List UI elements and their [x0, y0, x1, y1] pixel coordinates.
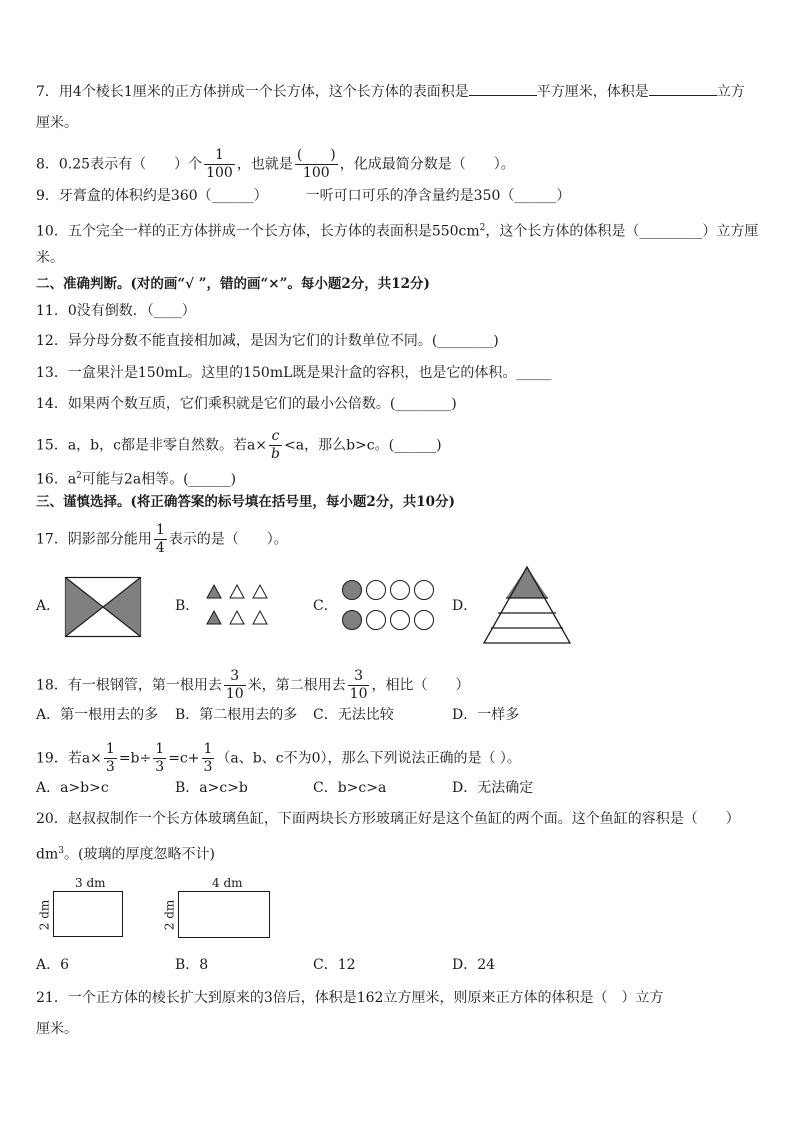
question-10: 10．五个完全一样的正方体拼成一个长方体，长方体的表面积是$550cm^2$，这个长方体的体积是（_________）立方厘 — [36, 223, 759, 240]
glass-rect-2 — [178, 891, 270, 938]
question-8: 8．0.25表示有（ ）个 $\frac{1}{100}$ ，也就是 $\frac{( )}{100}$ ，化成最简分数是（ ）。 — [36, 147, 515, 181]
question-11: 11．0没有倒数．（____） — [36, 303, 196, 319]
option-a-figure — [65, 577, 141, 637]
q18-option-c[interactable]: C．无法比较 — [313, 707, 394, 723]
answer-blank[interactable] — [649, 81, 717, 96]
q20-option-b[interactable]: B．8 — [175, 957, 209, 973]
fraction: $\frac{3}{10}$ — [225, 668, 244, 702]
question-13: 13．一盒果汁是150mL。这里的150mL既是果汁盒的容积，也是它的体积。_____ — [36, 365, 552, 381]
rect1-height-label: 2 dm — [37, 899, 52, 931]
answer-blank[interactable] — [469, 81, 537, 96]
section-2-heading: 二、准确判断。(对的画“√ ”，错的画“×”。每小题2分，共12分) — [36, 276, 430, 292]
fraction: $\frac{3}{10}$ — [349, 668, 368, 702]
question-17: 17．阴影部分能用 $\frac{1}{4}$ 表示的是（ ）。 — [36, 522, 288, 556]
question-10-line2: 米。 — [36, 250, 64, 266]
q20-option-d[interactable]: D．24 — [452, 957, 496, 973]
fraction-blank[interactable]: $\frac{( )}{100}$ — [296, 147, 336, 181]
question-21-line2: 厘米。 — [36, 1021, 78, 1037]
q18-option-b[interactable]: B．第二根用去的多 — [175, 707, 298, 723]
rect1-width-label: 3 dm — [75, 876, 106, 890]
q20-option-a[interactable]: A．6 — [36, 957, 70, 973]
question-14: 14．如果两个数互质，它们乘积就是它们的最小公倍数。(________) — [36, 396, 457, 412]
question-20-line2: $dm^3$。(玻璃的厚度忽略不计) — [36, 846, 215, 863]
glass-rect-1 — [53, 891, 123, 937]
rect2-width-label: 4 dm — [212, 876, 243, 890]
question-12: 12．异分母分数不能直接相加减，是因为它们的计数单位不同。(________) — [36, 333, 499, 349]
q19-option-d[interactable]: D．无法确定 — [452, 780, 534, 796]
fraction: $\frac{1}{3}$ — [203, 741, 213, 775]
question-16: 16．$a^2$可能与2a相等。(______) — [36, 471, 237, 488]
fraction: $\frac{1}{4}$ — [155, 522, 165, 556]
q19-option-b[interactable]: B．a>c>b — [175, 780, 248, 796]
option-c[interactable]: C． — [313, 598, 338, 614]
option-a[interactable]: A． — [36, 598, 61, 614]
q19-option-c[interactable]: C．b>c>a — [313, 780, 387, 796]
q18-option-a[interactable]: A．第一根用去的多 — [36, 707, 159, 723]
question-9: 9．牙膏盒的体积约是360（______） 一听可口可乐的净含量约是350（______） — [36, 188, 571, 204]
q20-option-c[interactable]: C．12 — [313, 957, 356, 973]
option-b-figure — [206, 584, 270, 626]
option-d[interactable]: D． — [452, 598, 478, 614]
question-20: 20．赵叔叔制作一个长方体玻璃鱼缸，下面两块长方形玻璃正好是这个鱼缸的两个面。这个鱼缸的容积是（ ） — [36, 811, 740, 827]
option-d-figure — [483, 566, 571, 644]
option-c-figure — [341, 579, 437, 631]
question-21: 21．一个正方体的棱长扩大到原来的3倍后，体积是162立方厘米，则原来正方体的体积是（ ）立方 — [36, 990, 664, 1006]
question-19: 19．若a× $\frac{1}{3}$ =b÷ $\frac{1}{3}$ =c+ $\frac{1}{3}$ （a、b、c不为0），那么下列说法正确的是（ ）。 — [36, 741, 521, 775]
question-7-line2: 厘米。 — [36, 115, 78, 131]
fraction: $\frac{1}{3}$ — [105, 741, 115, 775]
option-b[interactable]: B． — [175, 598, 200, 614]
fraction: $\frac{1}{100}$ — [206, 147, 233, 181]
rect2-height-label: 2 dm — [162, 899, 177, 931]
section-3-heading: 三、谨慎选择。(将正确答案的标号填在括号里，每小题2分，共10分) — [36, 494, 455, 510]
question-15: 15．a，b，c都是非零自然数。若a× $\frac{c}{b}$ <a，那么b>c。(______) — [36, 428, 442, 462]
q19-option-a[interactable]: A．a>b>c — [36, 780, 109, 796]
question-7: 7．用4个棱长1厘米的正方体拼成一个长方体，这个长方体的表面积是 平方厘米，体积是 立方 — [36, 81, 745, 102]
fraction: $\frac{c}{b}$ — [271, 428, 281, 462]
q18-option-d[interactable]: D．一样多 — [452, 707, 520, 723]
fraction: $\frac{1}{3}$ — [155, 741, 165, 775]
question-18: 18．有一根钢管，第一根用去 $\frac{3}{10}$ 米，第二根用去 $\frac{3}{10}$ ，相比（ ） — [36, 668, 470, 702]
